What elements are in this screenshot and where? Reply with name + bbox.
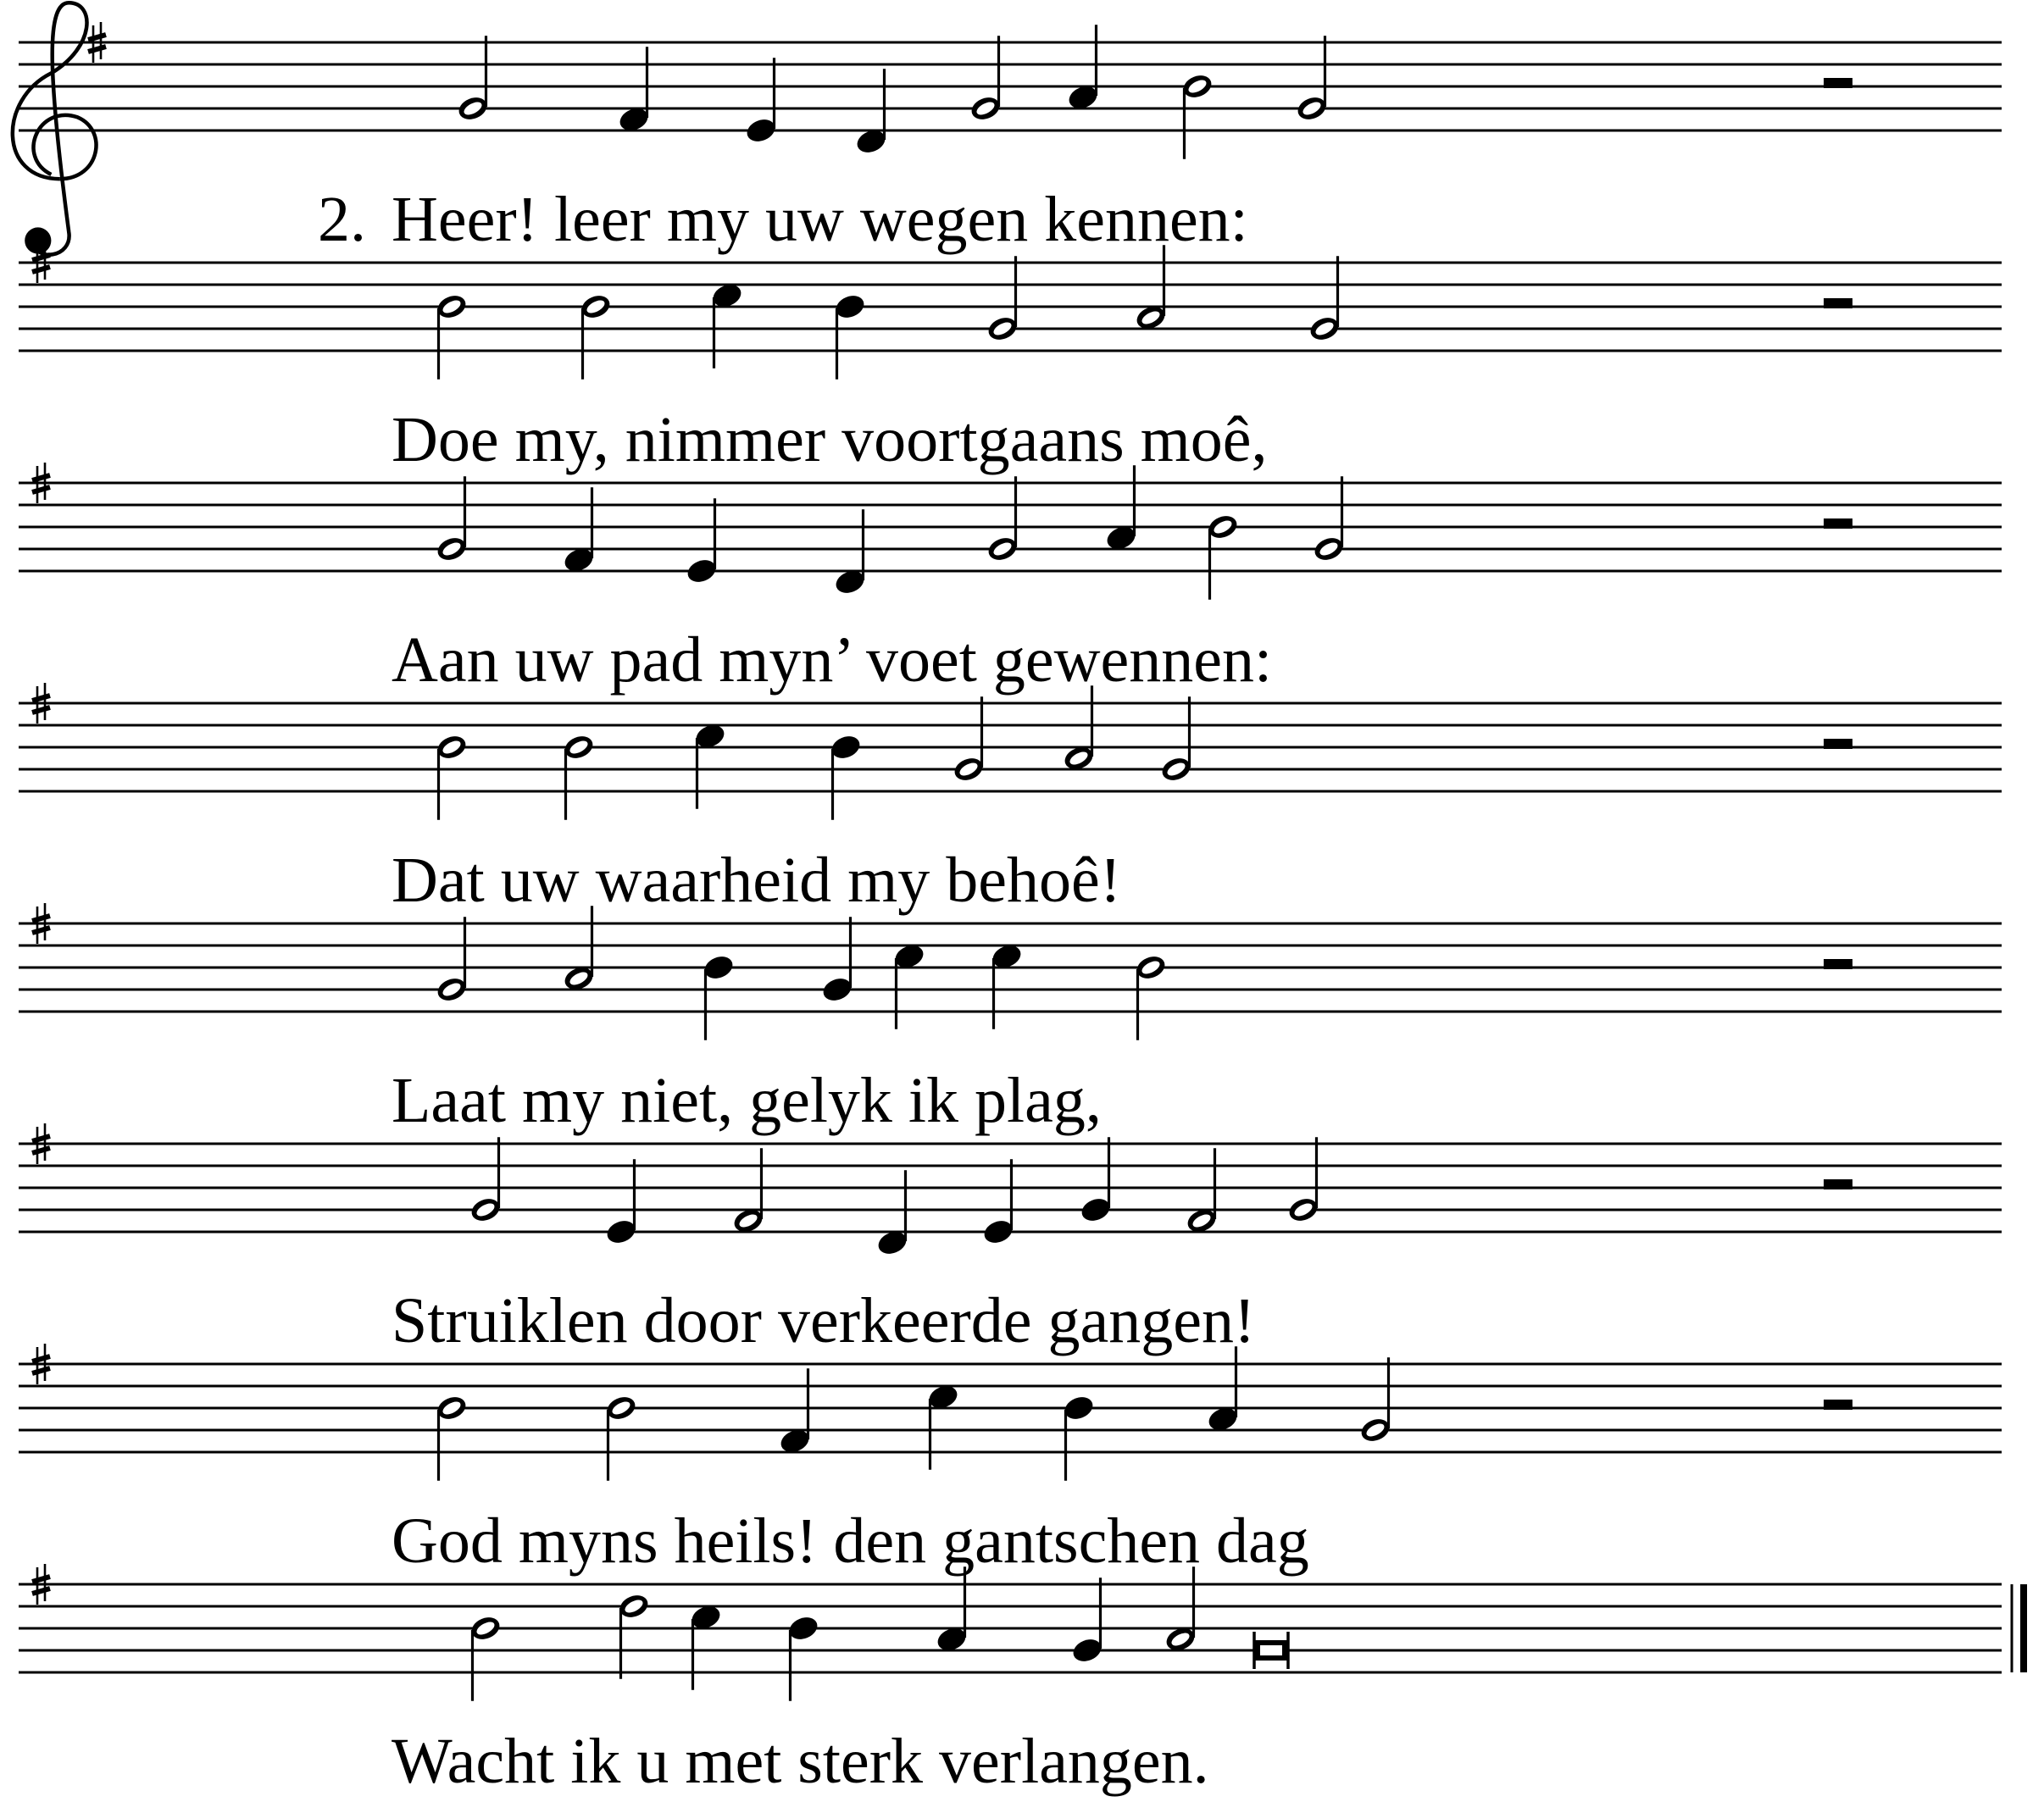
note — [562, 906, 597, 993]
note — [702, 953, 736, 1040]
lyric-line: Doe my, nimmer voortgaans moê, — [392, 404, 1268, 475]
note — [829, 733, 864, 820]
note — [1104, 465, 1139, 552]
note — [579, 292, 614, 380]
note — [604, 1394, 639, 1481]
half-rest-icon — [1824, 518, 1852, 529]
note — [1180, 72, 1215, 159]
lyric-line: Heer! leer my uw wegen kennen: — [392, 184, 1248, 255]
note — [617, 1592, 652, 1679]
lyric-line: Wacht ik u met sterk verlangen. — [392, 1726, 1209, 1797]
note — [685, 498, 719, 585]
note — [990, 942, 1025, 1029]
lyric-line: Struiklen door verkeerde gangen! — [392, 1285, 1256, 1356]
lyric-line: Dat uw waarheid my behoê! — [392, 845, 1122, 916]
system-1 — [13, 3, 2002, 255]
note — [604, 1159, 639, 1246]
note — [1164, 1566, 1198, 1654]
half-rest-icon — [1824, 739, 1852, 749]
note — [986, 476, 1020, 563]
note — [1308, 256, 1342, 343]
system-5 — [19, 903, 2002, 1136]
note — [1295, 36, 1330, 123]
half-rest-icon — [1824, 1400, 1852, 1410]
note — [854, 69, 889, 156]
note — [562, 733, 597, 820]
note — [562, 487, 597, 574]
note — [935, 1566, 969, 1654]
system-6 — [19, 1123, 2002, 1356]
note — [778, 1368, 813, 1455]
note — [1159, 696, 1194, 784]
lyric-line: Laat my niet, gelyk ik plag, — [392, 1065, 1102, 1136]
note — [469, 1614, 503, 1701]
lyric-line: God myns heils! den gantschen dag — [392, 1505, 1309, 1577]
note — [986, 256, 1020, 343]
note — [731, 1148, 766, 1235]
note — [1206, 513, 1241, 600]
note — [693, 722, 728, 809]
note — [689, 1603, 724, 1690]
note — [435, 292, 469, 380]
lyric-line: Aan uw pad myn’ voet gewennen: — [392, 624, 1273, 696]
note — [435, 476, 469, 563]
system-7 — [19, 1344, 2002, 1577]
note — [952, 696, 986, 784]
note — [1358, 1357, 1393, 1444]
note — [833, 509, 868, 596]
note — [926, 1383, 961, 1470]
note — [1206, 1346, 1241, 1433]
note — [820, 917, 855, 1004]
half-rest-icon — [1824, 959, 1852, 969]
note — [617, 47, 652, 134]
note — [969, 36, 1003, 123]
half-rest-icon — [1824, 78, 1852, 88]
note — [1070, 1577, 1105, 1665]
treble-clef-spine — [13, 3, 87, 254]
note — [435, 733, 469, 820]
system-2 — [19, 242, 2002, 475]
note — [1185, 1148, 1219, 1235]
note — [1312, 476, 1347, 563]
note — [435, 1394, 469, 1481]
note — [875, 1170, 910, 1257]
system-3 — [19, 463, 2002, 696]
note — [1062, 685, 1097, 773]
half-rest-icon — [1824, 298, 1852, 308]
verse-number: 2. — [318, 184, 366, 255]
note — [892, 942, 927, 1029]
note — [1066, 25, 1101, 112]
note — [469, 1137, 503, 1224]
note — [833, 292, 868, 380]
note — [456, 36, 491, 123]
note — [1079, 1137, 1114, 1224]
treble-clef-bowl — [34, 115, 97, 179]
note — [786, 1614, 821, 1701]
note — [1134, 245, 1169, 332]
note — [1286, 1137, 1321, 1224]
note — [1134, 953, 1169, 1040]
note — [744, 58, 779, 145]
note — [1062, 1394, 1097, 1481]
half-rest-icon — [1824, 1179, 1852, 1189]
note — [435, 917, 469, 1004]
note — [710, 281, 745, 369]
system-8 — [19, 1564, 2024, 1797]
note — [981, 1159, 1016, 1246]
note — [1254, 1632, 1288, 1669]
system-4 — [19, 683, 2002, 916]
